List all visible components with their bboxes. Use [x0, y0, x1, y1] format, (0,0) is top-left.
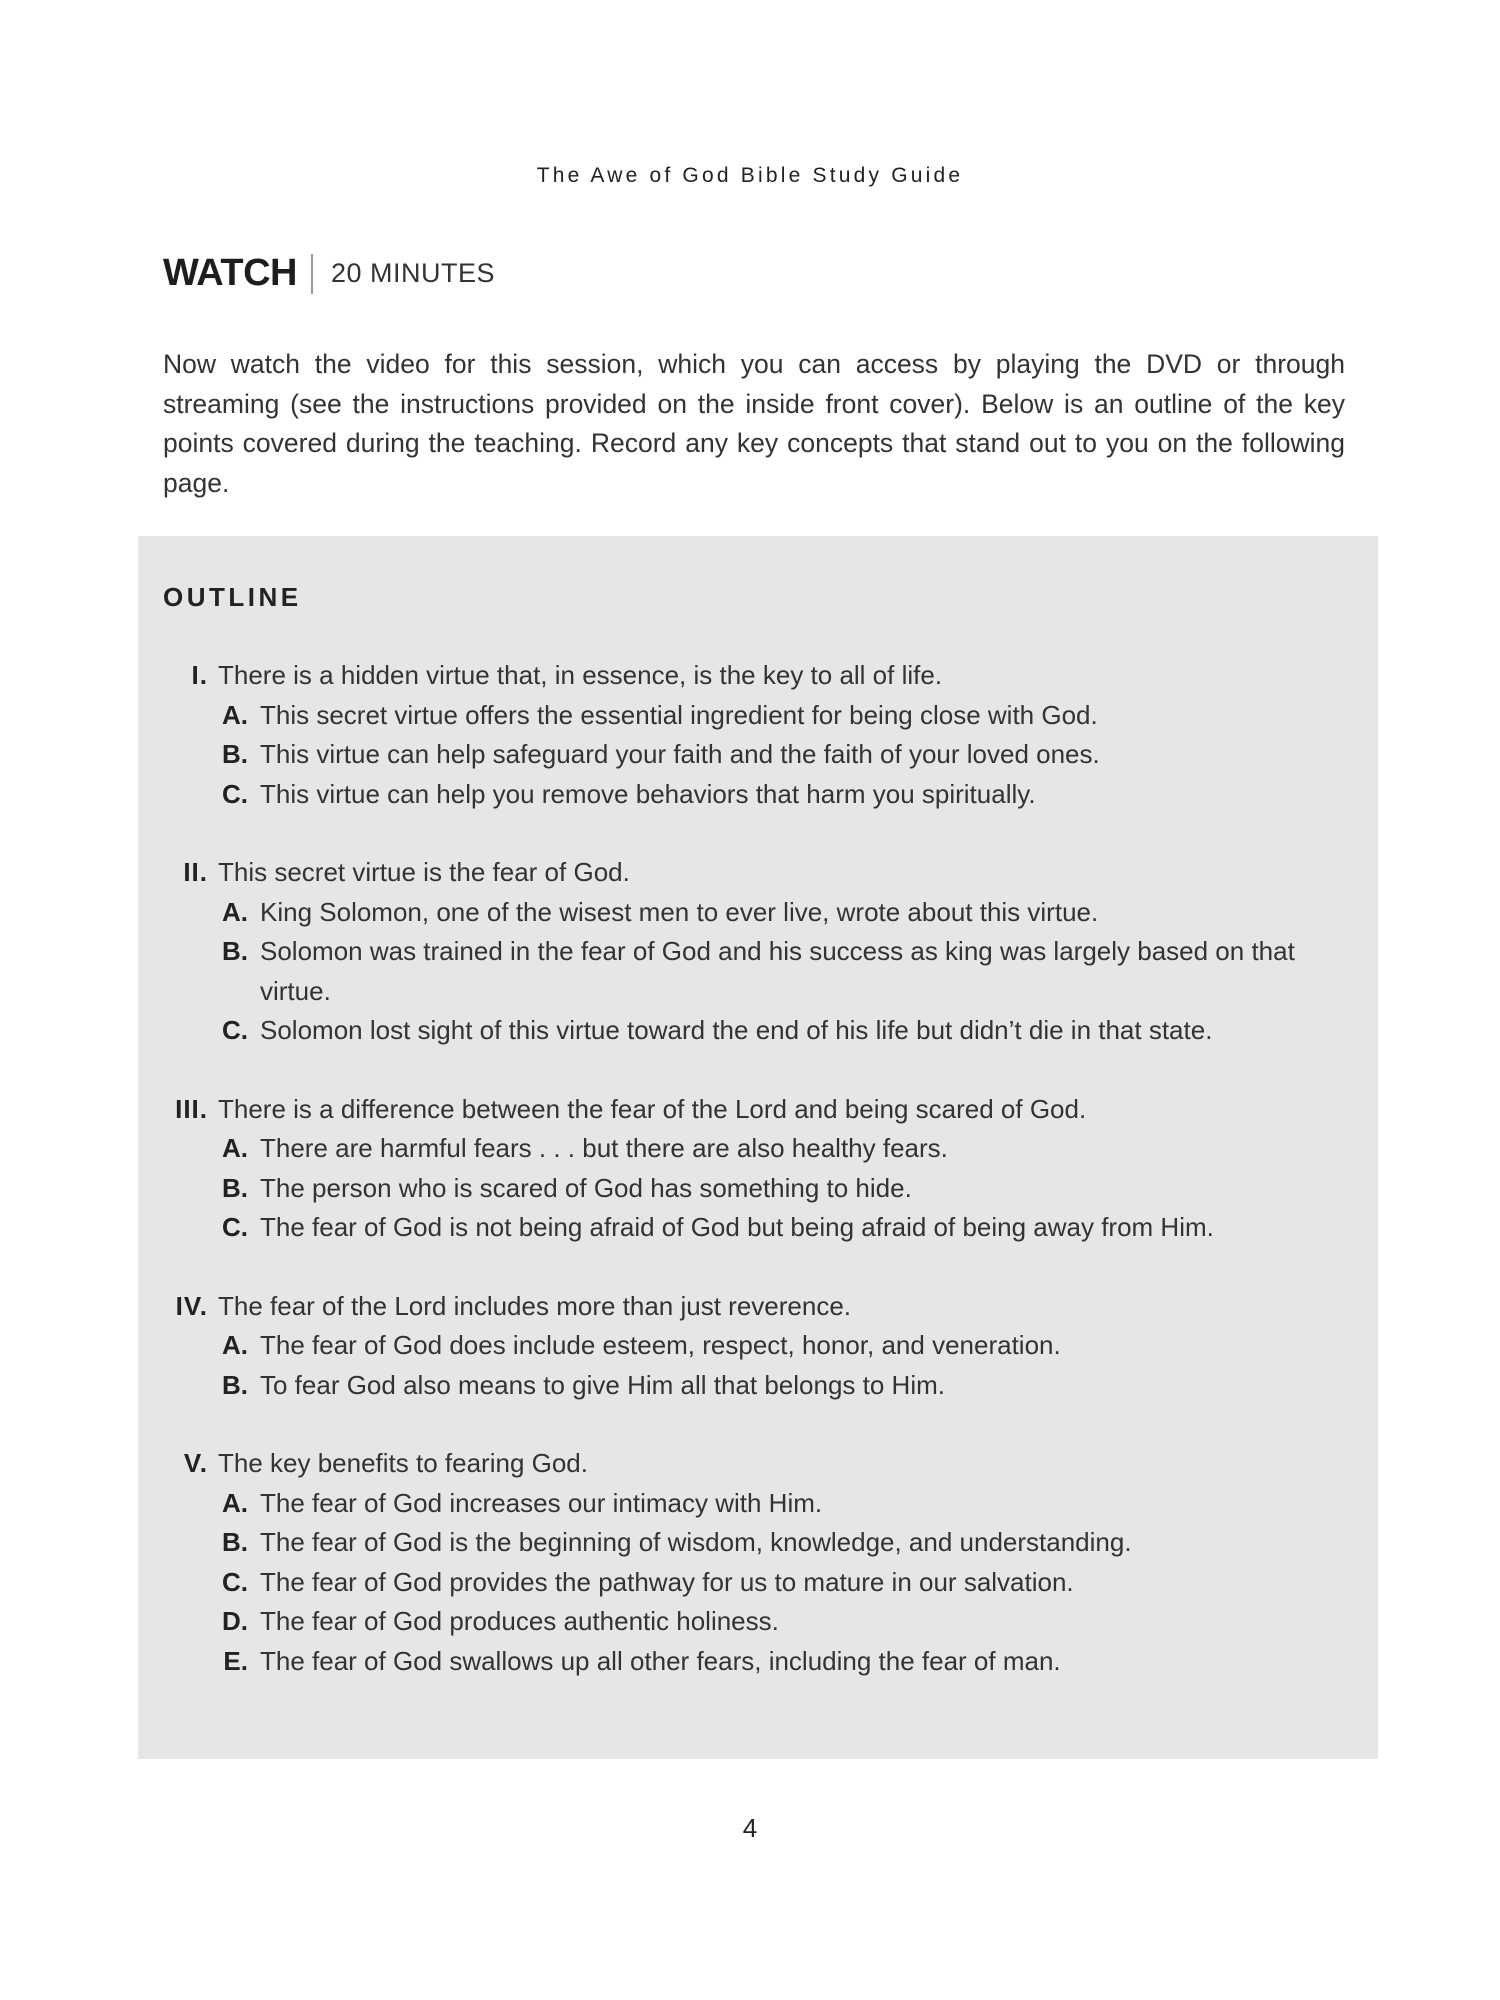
outline-letter: C. [222, 1212, 248, 1242]
outline-numeral: IV. [175, 1290, 208, 1321]
section-title: WATCH [163, 252, 297, 294]
outline-subpoint-text: The fear of God does include esteem, respect, honor, and veneration. [260, 1330, 1061, 1360]
outline-letter: B. [222, 1527, 248, 1557]
outline-subpoint [138, 1484, 1378, 1524]
outline-section [138, 853, 1378, 1051]
outline-box [138, 536, 1378, 1759]
outline-letter: D. [222, 1606, 248, 1636]
outline-subpoint-text: The fear of God provides the pathway for us to mature in our salvation. [260, 1566, 1074, 1597]
outline-point-text: There is a hidden virtue that, in essence, is the key to all of life. [218, 660, 943, 690]
outline-subpoint-text: This secret virtue offers the essential ingredient for being close with God. [260, 699, 1098, 730]
outline-letter: A. [222, 1133, 248, 1163]
outline-list [138, 656, 1378, 1720]
outline-point-text: There is a difference between the fear of the Lord and being scared of God. [218, 1093, 1087, 1124]
outline-heading: OUTLINE [163, 582, 302, 612]
outline-subpoint [138, 1642, 1378, 1682]
outline-subpoint [138, 775, 1378, 815]
outline-point [138, 656, 1378, 696]
outline-subpoint [138, 1011, 1378, 1051]
outline-letter: A. [222, 1487, 248, 1518]
outline-letter: C. [222, 778, 248, 809]
outline-letter: B. [222, 1172, 248, 1203]
outline-letter: A. [222, 699, 248, 730]
outline-numeral: I. [191, 660, 208, 690]
outline-subpoint [138, 696, 1378, 736]
outline-letter: A. [222, 896, 248, 927]
outline-letter: C. [222, 1566, 248, 1597]
outline-subpoint-text: Solomon was trained in the fear of God and his success as king was largely based on that virtue. [260, 936, 1295, 1006]
outline-point [138, 853, 1378, 893]
section-header [163, 252, 495, 295]
outline-letter: E. [223, 1645, 248, 1676]
outline-subpoint-text: The fear of God produces authentic holiness. [260, 1606, 779, 1636]
outline-numeral: V. [183, 1448, 208, 1478]
running-head: The Awe of God Bible Study Guide [536, 164, 964, 187]
outline-subpoint-text: Solomon lost sight of this virtue toward the end of his life but didn’t die in that state. [260, 1015, 1213, 1045]
outline-letter: B. [222, 1369, 248, 1400]
outline-section [138, 1444, 1378, 1681]
outline-subpoint-text: The fear of God is not being afraid of God but being afraid of being away from Him. [260, 1212, 1214, 1242]
outline-point-text: The fear of the Lord includes more than just reverence. [218, 1290, 852, 1321]
outline-subpoint [138, 1366, 1378, 1406]
section-divider [311, 254, 313, 294]
outline-subpoint [138, 893, 1378, 933]
outline-subpoint-text: This virtue can help you remove behaviors that harm you spiritually. [260, 778, 1036, 809]
outline-letter: B. [222, 739, 248, 769]
outline-subpoint-text: To fear God also means to give Him all that belongs to Him. [260, 1369, 945, 1400]
outline-subpoint [138, 1602, 1378, 1642]
outline-subpoint-text: The fear of God swallows up all other fears, including the fear of man. [260, 1645, 1061, 1676]
outline-subpoint [138, 1169, 1378, 1209]
outline-point-text: The key benefits to fearing God. [218, 1448, 588, 1478]
page-number: 4 [742, 1813, 758, 1843]
outline-subpoint [138, 1208, 1378, 1248]
section-duration: 20 MINUTES [331, 258, 496, 288]
outline-point [138, 1287, 1378, 1327]
outline-subpoint-text: This virtue can help safeguard your faith and the faith of your loved ones. [260, 739, 1100, 769]
outline-subpoint [138, 932, 1378, 1011]
outline-subpoint [138, 735, 1378, 775]
outline-letter: C. [222, 1015, 248, 1045]
outline-point-text: This secret virtue is the fear of God. [218, 857, 630, 887]
outline-section [138, 656, 1378, 814]
outline-numeral: II. [183, 857, 208, 887]
outline-subpoint [138, 1523, 1378, 1563]
outline-letter: B. [222, 936, 248, 966]
outline-numeral: III. [175, 1093, 208, 1124]
outline-subpoint-text: The person who is scared of God has something to hide. [260, 1172, 912, 1203]
outline-subpoint-text: King Solomon, one of the wisest men to ever live, wrote about this virtue. [260, 896, 1099, 927]
outline-subpoint [138, 1326, 1378, 1366]
outline-section [138, 1090, 1378, 1248]
outline-point [138, 1090, 1378, 1130]
outline-section [138, 1287, 1378, 1406]
outline-point [138, 1444, 1378, 1484]
intro-paragraph: Now watch the video for this session, which you can access by playing the DVD or through streaming (see the instructions provided on the inside front cover). Below is an outline of the key points covered during the teaching. Record any key concepts that stand out to you on the following page. [163, 349, 1345, 498]
outline-subpoint [138, 1129, 1378, 1169]
outline-subpoint-text: The fear of God increases our intimacy with Him. [260, 1487, 823, 1518]
outline-subpoint-text: The fear of God is the beginning of wisdom, knowledge, and understanding. [260, 1527, 1132, 1557]
outline-subpoint [138, 1563, 1378, 1603]
outline-subpoint-text: There are harmful fears . . . but there are also healthy fears. [260, 1133, 948, 1163]
outline-letter: A. [222, 1330, 248, 1360]
